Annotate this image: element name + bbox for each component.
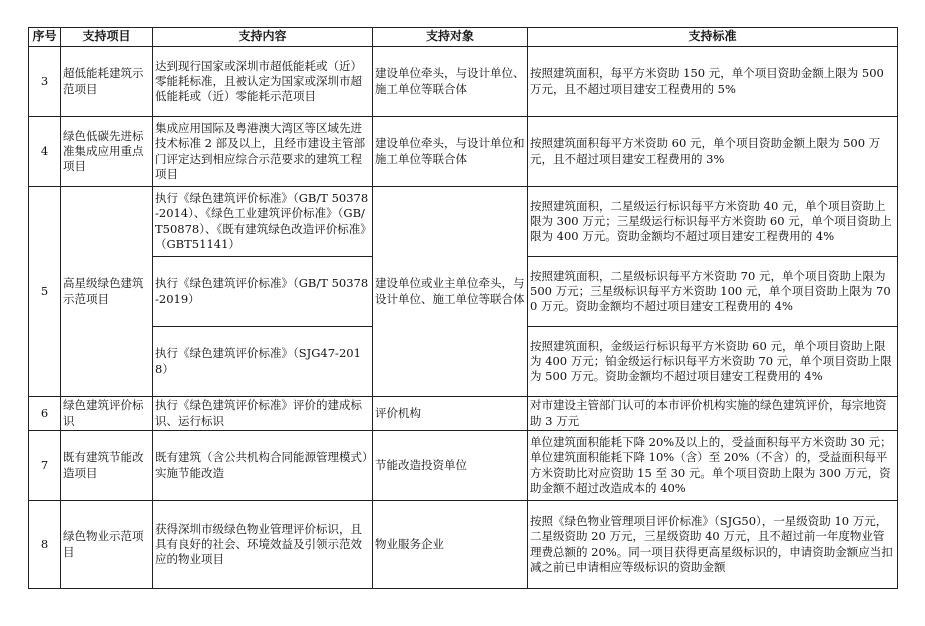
header-no: 序号 — [29, 28, 61, 47]
header-content: 支持内容 — [153, 28, 373, 47]
row-no: 4 — [29, 117, 61, 187]
row-target: 建设单位或业主单位牵头，与设计单位、施工单位等联合体 — [373, 187, 528, 397]
row-standard: 按照建筑面积，二星级标识每平方米资助 70 元，单个项目资助上限为 500 万元；三星级标识每平方米资助 100 元，单个项目资助上限为 700 万元。资助金额均不超过项目建安工程费用的 4% — [528, 257, 898, 327]
row-content: 执行《绿色建筑评价标准》（GB/T 50378-2014）、《绿色工业建筑评价标准》（GB/T50878）、《既有建筑绿色改造评价标准》（GBT51141） — [153, 187, 373, 257]
row-item: 绿色建筑评价标识 — [61, 397, 153, 431]
row-standard: 对市建设主管部门认可的本市评价机构实施的绿色建筑评价，每宗地资助 3 万元 — [528, 397, 898, 431]
row-item: 绿色物业示范项目 — [61, 501, 153, 589]
row-no: 7 — [29, 431, 61, 501]
row-no: 6 — [29, 397, 61, 431]
row-target: 节能改造投资单位 — [373, 431, 528, 501]
row-no: 3 — [29, 47, 61, 117]
row-standard: 按照建筑面积，每平方米资助 150 元，单个项目资助金额上限为 500 万元，且不超过项目建安工程费用的 5% — [528, 47, 898, 117]
table-row — [29, 397, 898, 431]
table-row — [29, 187, 898, 257]
support-standards-table — [28, 27, 898, 589]
header-standard: 支持标准 — [528, 28, 898, 47]
row-item: 超低能耗建筑示范项目 — [61, 47, 153, 117]
row-target: 建设单位牵头，与设计单位和施工单位等联合体 — [373, 117, 528, 187]
table-row — [29, 431, 898, 501]
table-row — [29, 501, 898, 589]
row-standard: 单位建筑面积能耗下降 20%及以上的，受益面积每平方米资助 30 元；单位建筑面积能耗下降 10%（含）至 20%（不含）的，受益面积每平方米资助比对应资助 15 至 30 元。单个项目资助上限为 300 万元，资助金额不超过改造成本的 40% — [528, 431, 898, 501]
row-content: 既有建筑（含公共机构合同能源管理模式）实施节能改造 — [153, 431, 373, 501]
row-target: 物业服务企业 — [373, 501, 528, 589]
table-row — [29, 47, 898, 117]
row-target: 建设单位牵头，与设计单位、施工单位等联合体 — [373, 47, 528, 117]
row-content: 执行《绿色建筑评价标准》评价的建成标识、运行标识 — [153, 397, 373, 431]
row-no: 5 — [29, 187, 61, 397]
row-standard: 按照《绿色物业管理项目评价标准》（SJG50），一星级资助 10 万元，二星级资助 20 万元，三星级资助 40 万元，且不超过前一年度物业管理费总额的 20%。同一项目获得更高星级标识的，申请资助金额应当扣减之前已申请相应等级标识的资助金额 — [528, 501, 898, 589]
row-content: 达到现行国家或深圳市超低能耗或（近）零能耗标准，且被认定为国家或深圳市超低能耗或（近）零能耗示范项目 — [153, 47, 373, 117]
row-item: 绿色低碳先进标准集成应用重点项目 — [61, 117, 153, 187]
row-content: 获得深圳市级绿色物业管理评价标识，且具有良好的社会、环境效益及引领示范效应的物业项目 — [153, 501, 373, 589]
row-content: 集成应用国际及粤港澳大湾区等区域先进技术标准 2 部及以上，且经市建设主管部门评定达到相应综合示范要求的建筑工程项目 — [153, 117, 373, 187]
header-target: 支持对象 — [373, 28, 528, 47]
support-standards-sheet — [28, 27, 897, 589]
row-item: 高星级绿色建筑示范项目 — [61, 187, 153, 397]
row-no: 8 — [29, 501, 61, 589]
row-standard: 按照建筑面积，二星级运行标识每平方米资助 40 元，单个项目资助上限为 300 万元；三星级运行标识每平方米资助 60 元，单个项目资助上限为 400 万元。资助金额均不超过项目建安工程费用的 4% — [528, 187, 898, 257]
table-row — [29, 117, 898, 187]
row-standard: 按照建筑面积每平方米资助 60 元，单个项目资助金额上限为 500 万元，且不超过项目建安工程费用的 3% — [528, 117, 898, 187]
row-content: 执行《绿色建筑评价标准》（GB/T 50378-2019） — [153, 257, 373, 327]
header-item: 支持项目 — [61, 28, 153, 47]
row-target: 评价机构 — [373, 397, 528, 431]
row-standard: 按照建筑面积，金级运行标识每平方米资助 60 元，单个项目资助上限为 400 万元；铂金级运行标识每平方米资助 70 元，单个项目资助上限为 500 万元。资助金额均不超过项目建安工程费用的 4% — [528, 327, 898, 397]
row-content: 执行《绿色建筑评价标准》（SJG47-2018） — [153, 327, 373, 397]
table-header-row — [29, 28, 898, 47]
row-item: 既有建筑节能改造项目 — [61, 431, 153, 501]
